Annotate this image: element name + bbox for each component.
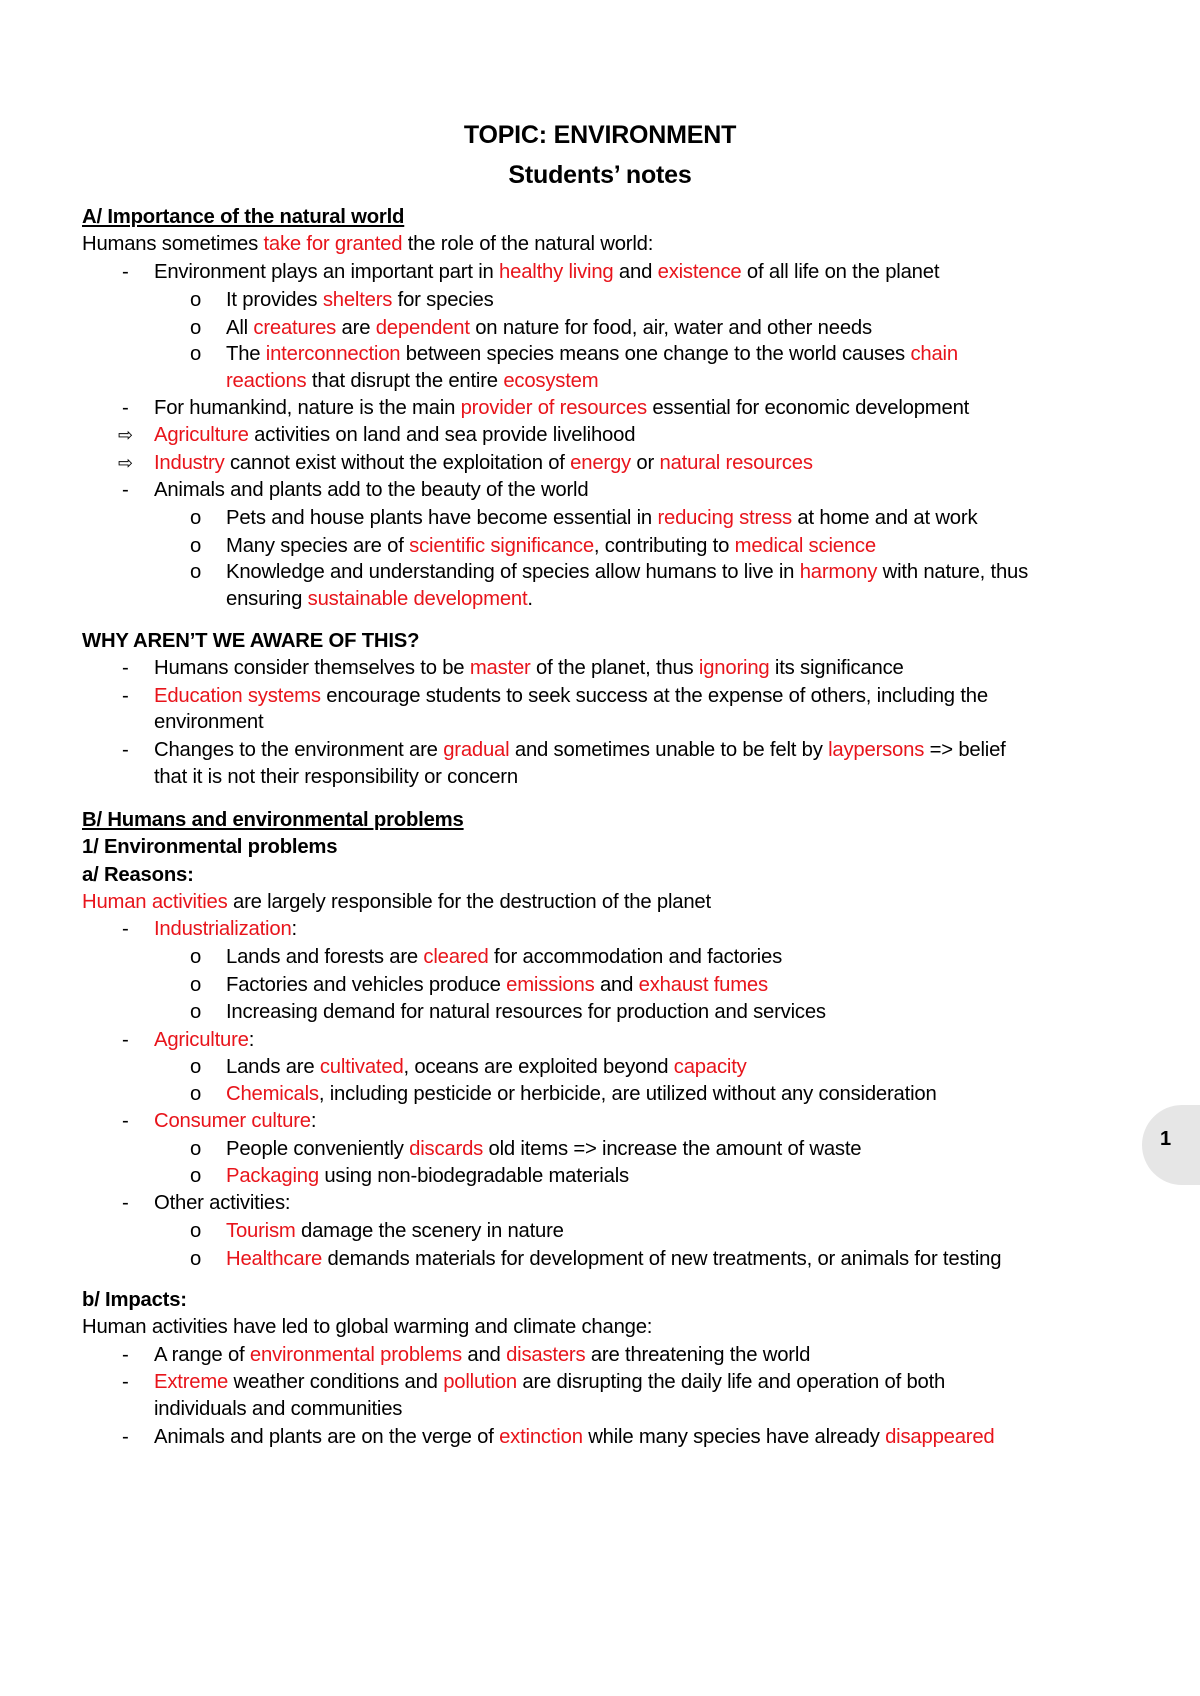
highlighted-term: disappeared [885, 1426, 995, 1448]
text-run: Animals and plants are on the verge of [154, 1426, 500, 1448]
highlighted-term: ignoring [698, 657, 770, 679]
bullet-circle-icon: o [190, 946, 202, 968]
line-text [226, 1053, 747, 1081]
text-run: between species means one change to the world causes [400, 343, 911, 365]
text-run: All [226, 317, 254, 339]
highlighted-term: reactions [226, 370, 307, 392]
text-run: , oceans are exploited beyond [403, 1056, 674, 1078]
text-run: old items => increase the amount of waste [483, 1138, 862, 1160]
highlighted-term: energy [570, 452, 631, 474]
text-run: For humankind, nature is the main [154, 397, 461, 419]
text-run: individuals and communities [154, 1398, 403, 1420]
highlighted-term: Education systems [154, 685, 321, 707]
text-run: or [630, 452, 660, 474]
highlighted-term: healthy living [499, 261, 614, 283]
line-text [154, 736, 1006, 764]
highlighted-term: Consumer culture [154, 1110, 311, 1132]
line-text [154, 915, 297, 943]
line-text [154, 1189, 290, 1217]
line-text [226, 1217, 564, 1245]
highlighted-term: sustainable development [307, 588, 528, 610]
line-text [226, 314, 872, 342]
text-run: . [527, 588, 533, 610]
text-run: Many species are of [226, 535, 410, 557]
highlighted-term: Extreme [154, 1371, 229, 1393]
line-text [154, 1423, 995, 1451]
dash-bullet-icon: - [122, 1344, 129, 1366]
line-text [82, 1286, 187, 1314]
highlighted-term: exhaust fumes [638, 974, 768, 996]
line-text [154, 708, 263, 736]
highlighted-term: medical science [734, 535, 876, 557]
highlighted-term: creatures [253, 317, 337, 339]
bullet-circle-icon: o [190, 1248, 202, 1270]
highlighted-term: extinction [499, 1426, 583, 1448]
highlighted-term: harmony [799, 561, 878, 583]
line-text [154, 682, 988, 710]
line-text [226, 943, 782, 971]
line-text [154, 1395, 402, 1423]
line-text [154, 1026, 254, 1054]
dash-bullet-icon: - [122, 1371, 129, 1393]
text-run: Increasing demand for natural resources for production and services [226, 1001, 826, 1023]
line-text [226, 971, 768, 999]
line-text [154, 1341, 810, 1369]
line-text [226, 998, 826, 1026]
line-text [82, 1313, 652, 1341]
text-run: Lands are [226, 1056, 320, 1078]
text-run: demands materials for development of new treatments, or animals for testing [322, 1248, 1002, 1270]
text-run: Other activities: [154, 1192, 291, 1214]
text-run: Humans sometimes [82, 233, 264, 255]
line-text [154, 1107, 316, 1135]
dash-bullet-icon: - [122, 918, 129, 940]
text-run: are [336, 317, 376, 339]
text-run: and [613, 261, 658, 283]
text-run: the role of the natural world: [402, 233, 654, 255]
text-run: damage the scenery in nature [295, 1220, 564, 1242]
dash-bullet-icon: - [122, 685, 129, 707]
text-run: 1/ Environmental problems [82, 836, 338, 858]
bullet-circle-icon: o [190, 289, 202, 311]
dash-bullet-icon: - [122, 739, 129, 761]
text-run: Human activities have led to global warming and climate change: [82, 1316, 653, 1338]
text-run: are disrupting the daily life and operation of both [516, 1371, 946, 1393]
page-number: 1 [1160, 1128, 1171, 1150]
line-text [154, 1368, 945, 1396]
bullet-circle-icon: o [190, 317, 202, 339]
highlighted-term: natural resources [659, 452, 813, 474]
line-text [154, 476, 588, 504]
text-run: A range of [154, 1344, 250, 1366]
text-run: and sometimes unable to be felt by [509, 739, 829, 761]
highlighted-term: laypersons [828, 739, 925, 761]
text-run: : [291, 918, 297, 940]
text-run: using non-biodegradable materials [318, 1165, 629, 1187]
line-text [154, 449, 813, 477]
text-run: cannot exist without the exploitation of [224, 452, 571, 474]
bullet-circle-icon: o [190, 1083, 202, 1105]
highlighted-term: discards [409, 1138, 484, 1160]
text-run: while many species have already [582, 1426, 886, 1448]
line-text [82, 888, 711, 916]
bullet-circle-icon: o [190, 1056, 202, 1078]
line-text [226, 585, 533, 613]
text-run: Pets and house plants have become essential in [226, 507, 658, 529]
text-run: A/ Importance of the natural world [82, 206, 405, 228]
line-text [226, 558, 1028, 586]
bullet-circle-icon: o [190, 535, 202, 557]
text-run: are threatening the world [585, 1344, 811, 1366]
highlighted-term: Packaging [226, 1165, 319, 1187]
text-run: ensuring [226, 588, 308, 610]
text-run: Knowledge and understanding of species allow humans to live in [226, 561, 800, 583]
bullet-circle-icon: o [190, 1165, 202, 1187]
line-text [154, 421, 635, 449]
highlighted-term: Industrialization [154, 918, 292, 940]
highlighted-term: disasters [506, 1344, 586, 1366]
highlighted-term: Healthcare [226, 1248, 323, 1270]
text-run: of all life on the planet [741, 261, 940, 283]
text-run: Lands and forests are [226, 946, 424, 968]
page-number-tab [1142, 1105, 1200, 1185]
bullet-circle-icon: o [190, 1001, 202, 1023]
line-text [226, 1162, 629, 1190]
text-run: Changes to the environment are [154, 739, 444, 761]
line-text [226, 1245, 1001, 1273]
dash-bullet-icon: - [122, 261, 129, 283]
highlighted-term: environmental problems [249, 1344, 462, 1366]
dash-bullet-icon: - [122, 1029, 129, 1051]
arrow-bullet-icon: ⇨ [118, 425, 133, 445]
text-run: Animals and plants add to the beauty of the world [154, 479, 589, 501]
text-run: It provides [226, 289, 323, 311]
highlighted-term: cleared [423, 946, 489, 968]
highlighted-term: existence [657, 261, 742, 283]
line-text [82, 230, 653, 258]
line-text [226, 1135, 861, 1163]
bullet-circle-icon: o [190, 343, 202, 365]
highlighted-term: Agriculture [154, 1029, 249, 1051]
document-subtitle: Students’ notes [508, 161, 692, 189]
text-run: that it is not their responsibility or concern [154, 766, 518, 788]
highlighted-term: take for granted [263, 233, 403, 255]
line-text [82, 806, 464, 834]
text-run: Humans consider themselves to be [154, 657, 470, 679]
highlighted-term: shelters [322, 289, 393, 311]
line-text [154, 394, 969, 422]
text-run: B/ Humans and environmental problems [82, 809, 464, 831]
text-run: are largely responsible for the destruction of the planet [227, 891, 711, 913]
line-text [226, 532, 876, 560]
text-run: b/ Impacts: [82, 1289, 187, 1311]
line-text [154, 763, 518, 791]
highlighted-term: scientific significance [409, 535, 594, 557]
highlighted-term: dependent [375, 317, 470, 339]
text-run: environment [154, 711, 264, 733]
text-run: Environment plays an important part in [154, 261, 500, 283]
text-run: : [310, 1110, 317, 1132]
text-run: => belief [924, 739, 1006, 761]
bullet-circle-icon: o [190, 1220, 202, 1242]
line-text [154, 258, 939, 286]
line-text [226, 286, 494, 314]
text-run: and [461, 1344, 507, 1366]
text-run: : [248, 1029, 255, 1051]
bullet-circle-icon: o [190, 561, 202, 583]
line-text [226, 1080, 937, 1108]
dash-bullet-icon: - [122, 1192, 129, 1214]
highlighted-term: chain [910, 343, 958, 365]
line-text [82, 861, 194, 889]
highlighted-term: pollution [443, 1371, 517, 1393]
highlighted-term: cultivated [319, 1056, 404, 1078]
dash-bullet-icon: - [122, 397, 129, 419]
text-run: essential for economic development [646, 397, 970, 419]
text-run: a/ Reasons: [82, 864, 194, 886]
highlighted-term: interconnection [265, 343, 401, 365]
text-run: its significance [769, 657, 904, 679]
text-run: with nature, thus [877, 561, 1029, 583]
line-text [226, 340, 958, 368]
arrow-bullet-icon: ⇨ [118, 453, 133, 473]
document-title: TOPIC: ENVIRONMENT [463, 121, 737, 149]
text-run: activities on land and sea provide livelihood [248, 424, 636, 446]
text-run: at home and at work [791, 507, 978, 529]
highlighted-term: Industry [154, 452, 225, 474]
highlighted-term: reducing stress [657, 507, 792, 529]
text-run: weather conditions and [228, 1371, 444, 1393]
text-run: , contributing to [593, 535, 735, 557]
text-run: that disrupt the entire [306, 370, 504, 392]
highlighted-term: Chemicals [226, 1083, 319, 1105]
highlighted-term: provider of resources [460, 397, 647, 419]
text-run: on nature for food, air, water and other needs [469, 317, 872, 339]
line-text [82, 627, 419, 655]
line-text [82, 833, 337, 861]
text-run: Factories and vehicles produce [226, 974, 507, 996]
text-run: for species [392, 289, 494, 311]
highlighted-term: master [469, 657, 531, 679]
highlighted-term: Agriculture [154, 424, 249, 446]
line-text [226, 504, 977, 532]
text-run: of the planet, thus [530, 657, 699, 679]
bullet-circle-icon: o [190, 1138, 202, 1160]
dash-bullet-icon: - [122, 657, 129, 679]
dash-bullet-icon: - [122, 1110, 129, 1132]
text-run: The [226, 343, 266, 365]
text-run: WHY AREN’T WE AWARE OF THIS? [82, 630, 420, 652]
highlighted-term: capacity [673, 1056, 747, 1078]
dash-bullet-icon: - [122, 479, 129, 501]
highlighted-term: gradual [443, 739, 510, 761]
highlighted-term: Tourism [226, 1220, 296, 1242]
text-run: People conveniently [226, 1138, 410, 1160]
line-text [226, 367, 598, 395]
line-text [154, 654, 904, 682]
text-run: encourage students to seek success at the expense of others, including the [320, 685, 988, 707]
text-run: , including pesticide or herbicide, are utilized without any consideration [318, 1083, 937, 1105]
line-text [82, 203, 404, 231]
highlighted-term: Human activities [82, 891, 228, 913]
bullet-circle-icon: o [190, 974, 202, 996]
text-run: for accommodation and factories [488, 946, 783, 968]
text-run: and [594, 974, 639, 996]
bullet-circle-icon: o [190, 507, 202, 529]
dash-bullet-icon: - [122, 1426, 129, 1448]
highlighted-term: emissions [506, 974, 595, 996]
highlighted-term: ecosystem [503, 370, 599, 392]
